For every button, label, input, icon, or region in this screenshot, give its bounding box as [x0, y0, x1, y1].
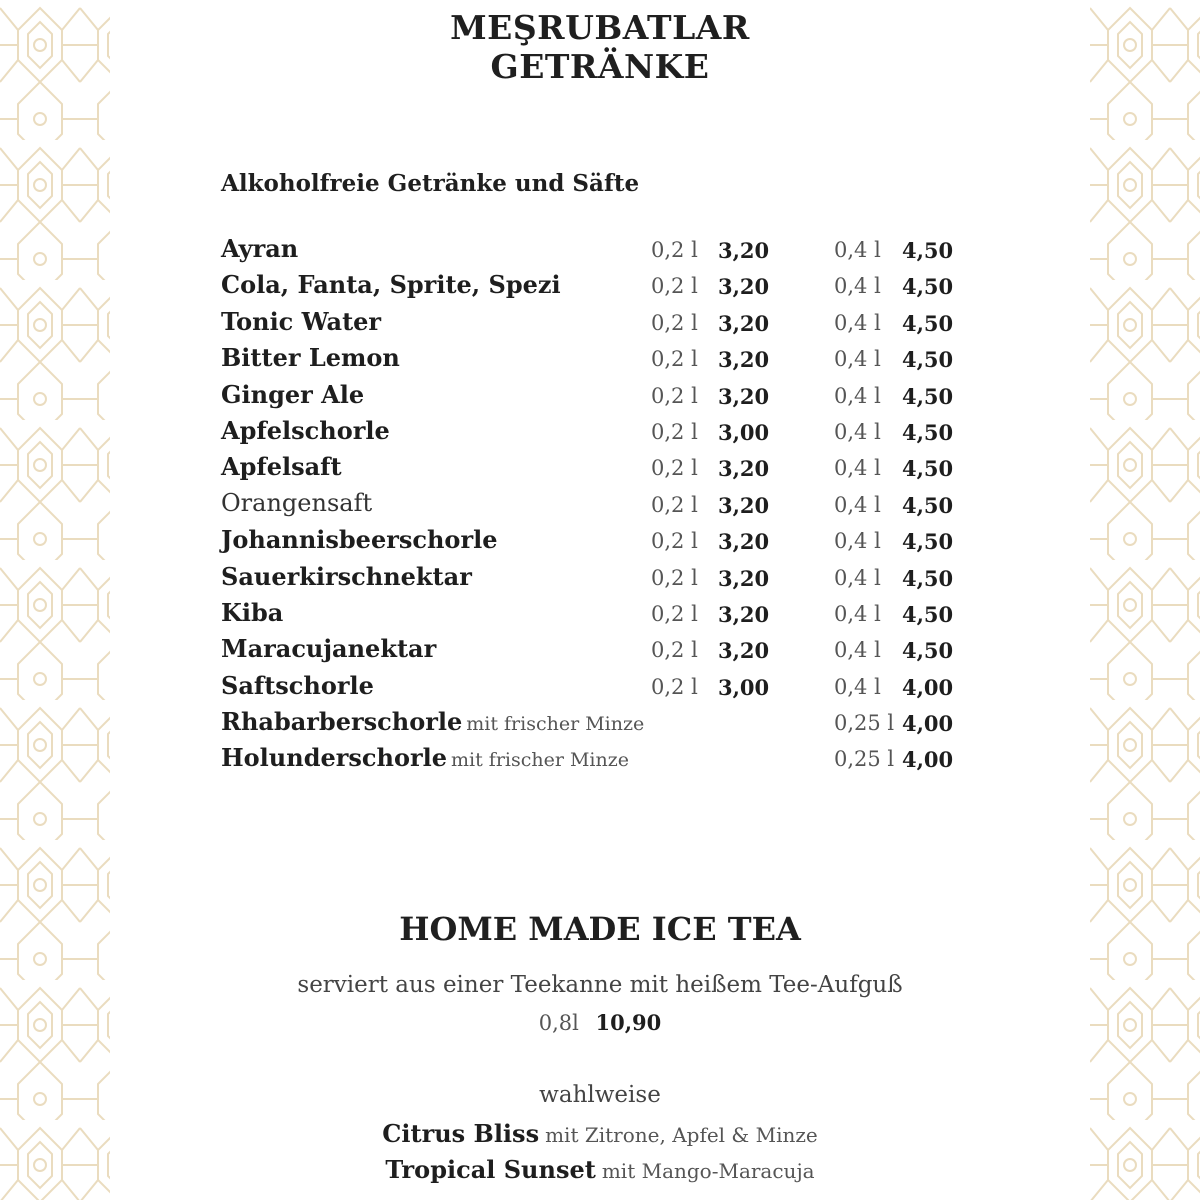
drink-name — [221, 234, 302, 263]
drink-price-large: 4,50 — [902, 492, 954, 518]
drink-name — [221, 743, 629, 772]
drink-price-small: 3,20 — [718, 456, 770, 482]
drink-volume-small: 0,2 l — [651, 492, 698, 517]
drink-name — [221, 416, 394, 445]
drink-price-large: 4,50 — [902, 638, 954, 664]
drink-name-text: Ayran — [221, 234, 299, 263]
drink-row — [221, 378, 961, 414]
drink-volume-small: 0,2 l — [651, 419, 698, 444]
drink-volume-large: 0,4 l — [834, 456, 881, 481]
drink-volume-small: 0,2 l — [651, 310, 698, 335]
drink-volume-small: 0,2 l — [651, 529, 698, 554]
drink-price-large: 4,50 — [902, 274, 954, 300]
drink-row — [221, 523, 961, 559]
drink-name — [221, 452, 346, 481]
drink-row — [221, 632, 961, 668]
drink-volume-large: 0,4 l — [834, 347, 881, 372]
drink-price-small: 3,20 — [718, 492, 770, 518]
drink-name — [221, 671, 378, 700]
page-title-turkish: MEŞRUBATLAR — [450, 8, 750, 47]
icetea-title: HOME MADE ICE TEA — [399, 910, 801, 948]
drink-row — [221, 705, 961, 741]
drink-row — [221, 232, 961, 268]
drink-price-large: 4,00 — [902, 711, 954, 737]
drink-name-text: Apfelsaft — [221, 452, 342, 482]
drink-name — [221, 562, 476, 591]
drink-volume-large: 0,4 l — [834, 274, 881, 299]
flavor-description: mit Zitrone, Apfel & Minze — [545, 1123, 818, 1147]
flavor-name: Citrus Bliss — [382, 1119, 540, 1148]
drink-name-text: Apfelschorle — [221, 415, 390, 445]
drink-row — [221, 741, 961, 777]
drink-name — [221, 598, 287, 627]
drink-name-text: Cola, Fanta, Sprite, Spezi — [221, 270, 561, 300]
drink-volume-small: 0,2 l — [651, 347, 698, 372]
drink-name-text: Tonic Water — [221, 306, 382, 336]
drink-name-text: Holunderschorle — [221, 743, 448, 773]
drink-name — [221, 707, 644, 736]
drink-name-text: Ginger Ale — [221, 379, 365, 409]
drink-price-small: 3,20 — [718, 310, 770, 336]
drink-name-text: Kiba — [221, 597, 284, 627]
drink-volume-large: 0,4 l — [834, 419, 881, 444]
icetea-flavors — [110, 1116, 1090, 1188]
drink-volume-large: 0,25 l — [834, 711, 895, 736]
drink-row — [221, 560, 961, 596]
drink-volume-small: 0,2 l — [651, 674, 698, 699]
drink-price-large: 4,50 — [902, 456, 954, 482]
flavor-name: Tropical Sunset — [385, 1155, 596, 1184]
drink-price-small: 3,20 — [718, 383, 770, 409]
drink-price-large: 4,50 — [902, 238, 954, 263]
drink-price-large: 4,50 — [902, 601, 954, 627]
page-title-german: GETRÄNKE — [490, 47, 710, 86]
icetea-choice-label: wahlweise — [539, 1082, 661, 1108]
drink-volume-large: 0,4 l — [834, 492, 881, 517]
drink-price-large: 4,00 — [902, 747, 954, 773]
flavor-description: mit Mango-Maracuja — [601, 1159, 815, 1183]
icetea-flavor — [110, 1116, 1090, 1152]
drink-name-text: Orangensaft — [221, 488, 373, 517]
drink-name — [221, 307, 385, 336]
drink-name — [221, 343, 404, 372]
page-title — [110, 8, 1090, 86]
drink-row — [221, 487, 961, 523]
drink-price-small: 3,20 — [718, 565, 770, 591]
drink-volume-small: 0,2 l — [651, 274, 698, 299]
drink-price-small: 3,00 — [718, 419, 770, 445]
drink-name-text: Rhabarberschorle — [221, 707, 463, 737]
drink-volume-small: 0,2 l — [651, 383, 698, 408]
drink-volume-small: 0,2 l — [651, 565, 698, 590]
drink-row — [221, 450, 961, 486]
drink-row — [221, 669, 961, 705]
drink-name — [221, 634, 440, 663]
drink-name-text: Saftschorle — [221, 670, 374, 700]
drink-volume-large: 0,4 l — [834, 601, 881, 626]
drink-price-large: 4,50 — [902, 310, 954, 336]
section-heading: Alkoholfreie Getränke und Säfte — [221, 170, 640, 197]
drink-price-large: 4,50 — [902, 529, 954, 555]
drink-name — [221, 270, 565, 299]
drink-name-text: Bitter Lemon — [221, 343, 400, 373]
drink-row — [221, 305, 961, 341]
drink-row — [221, 414, 961, 450]
drink-volume-large: 0,4 l — [834, 383, 881, 408]
drink-row — [221, 341, 961, 377]
drink-row — [221, 596, 961, 632]
drink-price-small: 3,20 — [718, 347, 770, 373]
drink-volume-large: 0,4 l — [834, 565, 881, 590]
icetea-description: serviert aus einer Teekanne mit heißem Tee-Aufguß — [297, 972, 903, 998]
drink-price-small: 3,20 — [718, 238, 770, 263]
drink-volume-small: 0,2 l — [651, 638, 698, 663]
drink-price-small: 3,20 — [718, 601, 770, 627]
drink-volume-large: 0,4 l — [834, 310, 881, 335]
drink-price-large: 4,50 — [902, 565, 954, 591]
drink-price-large: 4,00 — [902, 674, 954, 700]
drink-volume-small: 0,2 l — [651, 238, 698, 262]
drink-name — [221, 525, 501, 554]
icetea-price-line — [110, 1010, 1090, 1035]
drink-name — [221, 380, 368, 409]
drink-row — [221, 268, 961, 304]
drink-price-large: 4,50 — [902, 419, 954, 445]
drink-volume-small: 0,2 l — [651, 601, 698, 626]
decorative-pattern-right — [1090, 0, 1200, 1200]
drink-price-large: 4,50 — [902, 347, 954, 373]
drink-volume-large: 0,4 l — [834, 674, 881, 699]
drink-volume-large: 0,4 l — [834, 638, 881, 663]
icetea-flavor — [110, 1152, 1090, 1188]
drink-name — [221, 489, 376, 517]
drink-note: mit frischer Minze — [451, 749, 629, 772]
icetea-price: 10,90 — [595, 1010, 662, 1035]
drinks-list — [221, 232, 961, 778]
drink-volume-small: 0,2 l — [651, 456, 698, 481]
drink-price-small: 3,20 — [718, 274, 770, 300]
drink-volume-large: 0,4 l — [834, 238, 881, 262]
drink-note: mit frischer Minze — [466, 713, 645, 736]
drink-price-small: 3,20 — [718, 529, 770, 555]
menu-page — [110, 0, 1090, 1200]
drink-price-large: 4,50 — [902, 383, 954, 409]
decorative-pattern-left — [0, 0, 110, 1200]
drink-price-small: 3,20 — [718, 638, 770, 664]
icetea-volume: 0,8l — [538, 1011, 579, 1035]
drink-name-text: Johannisbeerschorle — [221, 525, 498, 555]
drink-price-small: 3,00 — [718, 674, 770, 700]
drink-volume-large: 0,4 l — [834, 529, 881, 554]
drink-volume-large: 0,25 l — [834, 747, 895, 772]
drink-name-text: Maracujanektar — [221, 634, 437, 664]
drink-name-text: Sauerkirschnektar — [221, 561, 472, 591]
